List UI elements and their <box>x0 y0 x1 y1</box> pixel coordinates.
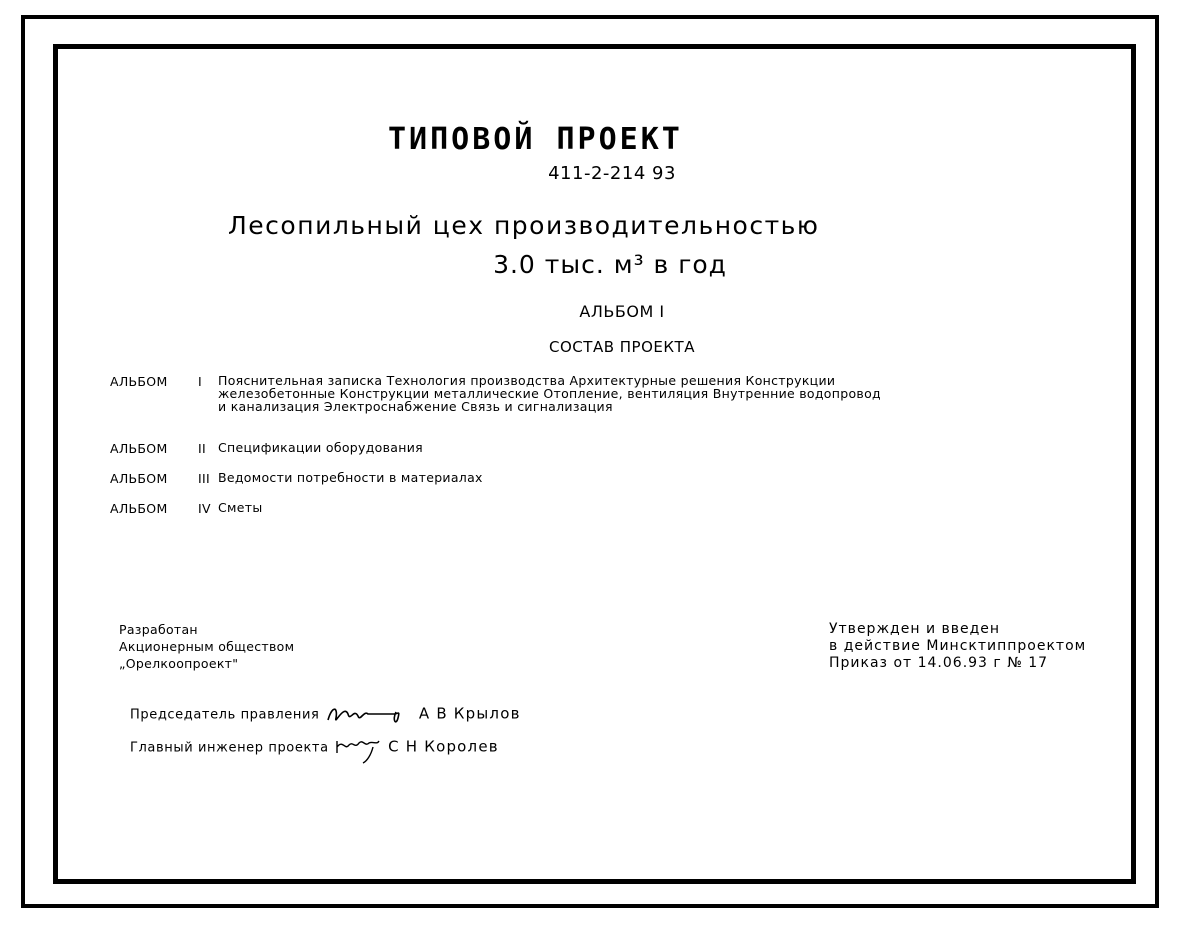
album-number: I <box>198 374 202 389</box>
handwritten-signature <box>333 731 383 765</box>
album-row-2 <box>110 441 710 457</box>
album-number: II <box>198 441 206 456</box>
album-label: АЛЬБОМ <box>110 471 168 486</box>
album-heading: АЛЬБОМ I <box>579 302 665 321</box>
developer-line: „Орелкоопроект" <box>119 656 239 671</box>
signatory-name: С Н Королев <box>388 737 499 756</box>
album-contents: Сметы <box>218 500 263 515</box>
signatory-role: Председатель правления <box>130 707 320 723</box>
album-row-4 <box>110 501 710 517</box>
handwritten-signature <box>324 700 414 730</box>
album-contents-line: и канализация Электроснабжение Связь и сигнализация <box>218 399 613 414</box>
album-number: III <box>198 471 210 486</box>
signatory-role: Главный инженер проекта <box>130 740 329 756</box>
album-contents: Ведомости потребности в материалах <box>218 470 483 485</box>
album-contents-line: Пояснительная записка Технология производства Архитектурные решения Конструкции <box>218 373 836 388</box>
album-label: АЛЬБОМ <box>110 501 168 516</box>
album-label: АЛЬБОМ <box>110 441 168 456</box>
approval-block <box>829 621 1086 672</box>
composition-heading: СОСТАВ ПРОЕКТА <box>549 338 695 356</box>
album-label: АЛЬБОМ <box>110 374 168 389</box>
album-row-3 <box>110 471 710 487</box>
project-name-line1: Лесопильный цех производительностью <box>228 211 820 240</box>
developer-line: Разработан <box>119 622 198 637</box>
approval-line: Утвержден и введен <box>829 621 1001 637</box>
developer-block <box>119 621 294 672</box>
project-name-line2: 3.0 тыс. м³ в год <box>493 250 727 279</box>
signature-row-chief-engineer <box>130 731 499 765</box>
approval-line: в действие Минсктиппроектом <box>829 638 1087 654</box>
document-title: ТИПОВОЙ ПРОЕКТ <box>388 122 683 157</box>
signature-row-chairman <box>130 700 521 730</box>
developer-line: Акционерным обществом <box>119 639 295 654</box>
album-number: IV <box>198 501 211 516</box>
album-contents <box>218 374 881 413</box>
approval-line: Приказ от 14.06.93 г № 17 <box>829 655 1049 671</box>
signatory-name: А В Крылов <box>418 704 521 723</box>
album-row-1 <box>110 374 1050 420</box>
project-number: 411-2-214 93 <box>548 163 676 184</box>
album-contents-line: железобетонные Конструкции металлические Отопление, вентиляция Внутренние водопровод <box>218 386 881 401</box>
album-contents: Спецификации оборудования <box>218 440 423 455</box>
